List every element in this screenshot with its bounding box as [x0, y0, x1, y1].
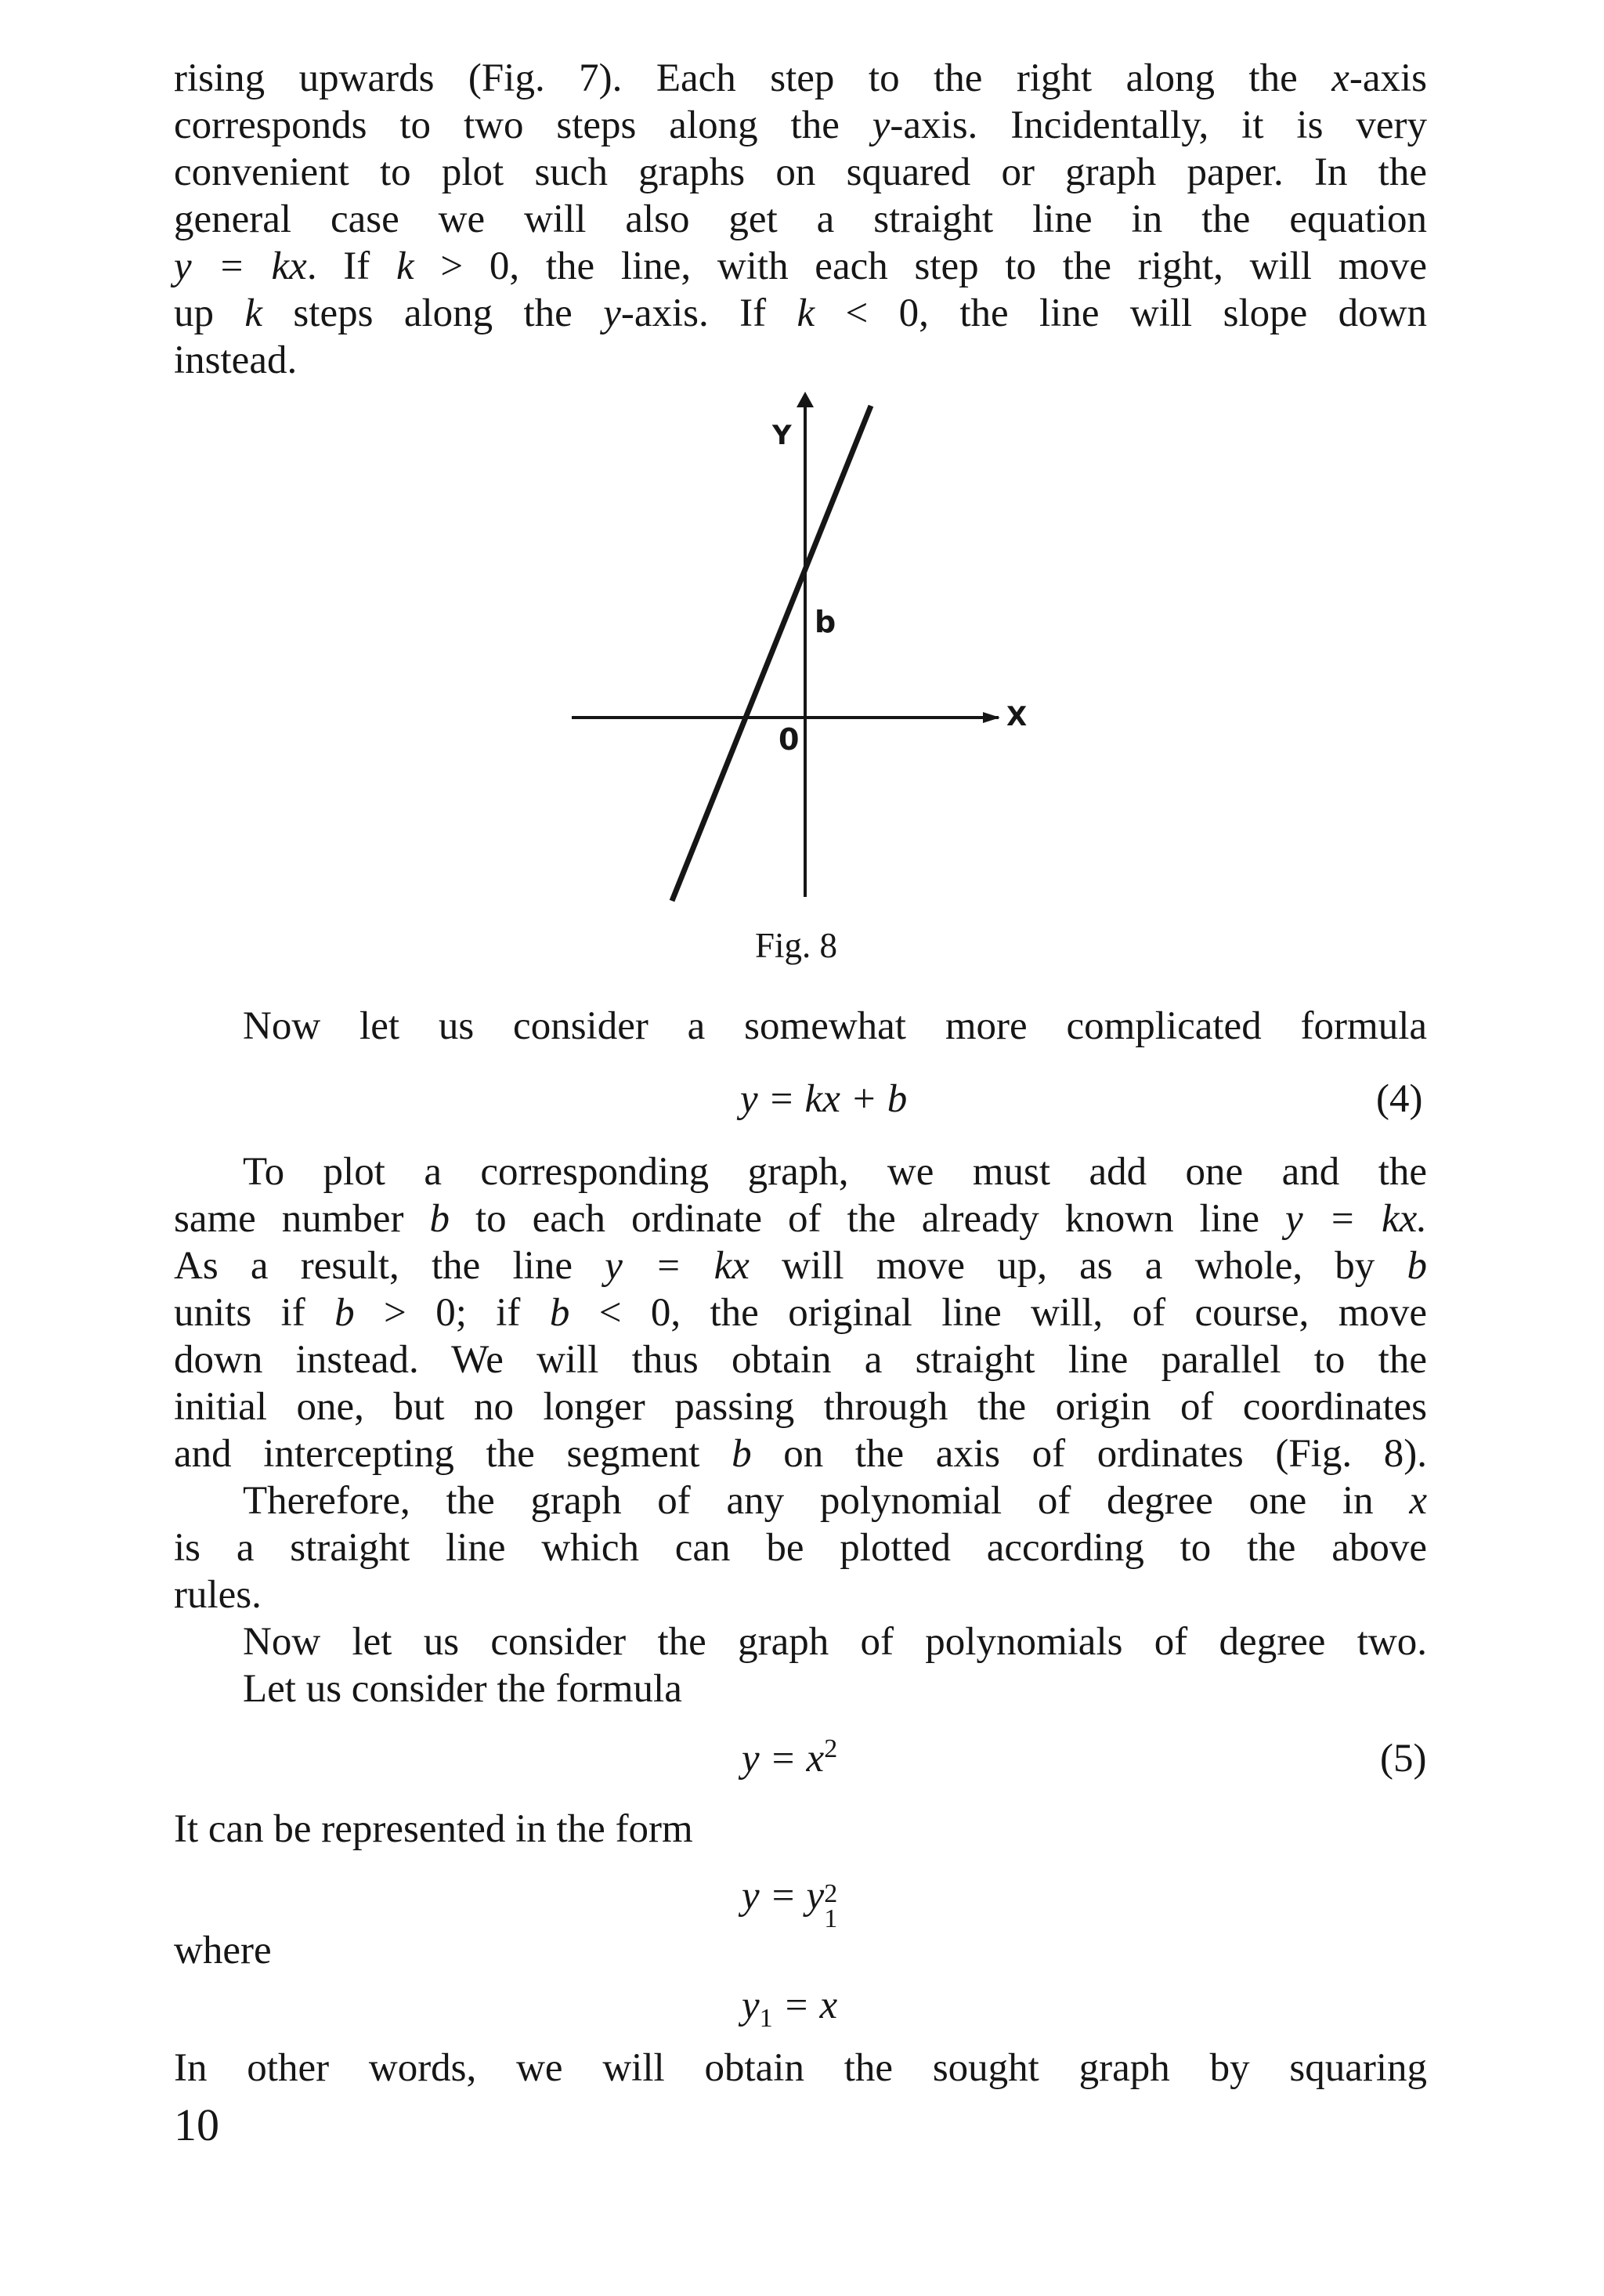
text-line: As a result, the line y = kx will move up, as a whole, by b	[174, 1244, 1427, 1288]
figure-caption: Fig. 8	[755, 926, 838, 965]
text-line: and intercepting the segment b on the axis of ordinates (Fig. 8).	[174, 1432, 1427, 1476]
text-line: rules.	[174, 1573, 262, 1617]
paragraph-shift-line	[174, 1148, 1427, 1477]
text-line: Now let us consider a somewhat more complicated formula	[243, 1004, 1427, 1048]
text-line: units if b > 0; if b < 0, the original line will, of course, move	[174, 1291, 1428, 1335]
text-line: Therefore, the graph of any polynomial of degree one in x	[243, 1479, 1427, 1523]
equation-4: y = kx + b	[740, 1077, 908, 1121]
text-line: Let us consider the formula	[243, 1667, 682, 1711]
y-axis-label: Y	[772, 420, 792, 451]
text-line: instead.	[174, 338, 298, 382]
equation-4-number: (4)	[1376, 1077, 1423, 1121]
text-line: It can be represented in the form	[174, 1807, 693, 1851]
text-line: To plot a corresponding graph, we must add one and the	[243, 1150, 1427, 1194]
x-axis-label: X	[1006, 701, 1028, 732]
graph-drawing	[548, 392, 1057, 924]
paragraph-represented-form	[174, 1806, 1427, 1853]
paragraph-where	[174, 1927, 1427, 1974]
paragraph-squaring	[174, 2045, 1427, 2092]
paragraph-complicated-formula	[174, 1003, 1427, 1050]
equation-5-number: (5)	[1380, 1737, 1427, 1781]
paragraph-polynomial-degree-two	[174, 1618, 1427, 1712]
text-line: is a straight line which can be plotted according to the above	[174, 1526, 1427, 1570]
text-line: up k steps along the y-axis. If k < 0, the line will slope down	[174, 291, 1427, 335]
graph-line-kx-plus-b	[672, 406, 871, 901]
paragraph-linear-slope	[174, 55, 1427, 384]
equation-5: $y = x^2$	[742, 1734, 838, 1781]
text-line: y = kx. If k > 0, the line, with each step to the right, will move	[174, 244, 1428, 288]
text-line: rising upwards (Fig. 7). Each step to the right along the x-axis	[174, 56, 1427, 100]
page-number: 10	[174, 2099, 219, 2150]
text-line: down instead. We will thus obtain a straight line parallel to the	[174, 1338, 1427, 1382]
paragraph-polynomial-degree-one	[174, 1477, 1427, 1618]
text-line: where	[174, 1929, 272, 1972]
text-line: Now let us consider the graph of polynomials of degree two.	[243, 1620, 1427, 1664]
text-line: In other words, we will obtain the sought graph by squaring	[174, 2046, 1427, 2090]
intercept-b-label: b	[815, 605, 836, 639]
figure-8-line-graph	[548, 392, 1057, 924]
origin-label: 0	[779, 722, 800, 757]
text-line: initial one, but no longer passing through the origin of coordinates	[174, 1385, 1427, 1429]
equation-y1-equals-x: $y_1 = x$	[742, 1983, 838, 2034]
text-line: same number b to each ordinate of the already known line y = kx.	[174, 1197, 1427, 1241]
text-line: corresponds to two steps along the y-axis. Incidentally, it is very	[174, 103, 1427, 147]
equation-y-equals-y1-squared: y = y 2 1	[742, 1874, 838, 1933]
text-line: general case we will also get a straight line in the equation	[174, 197, 1427, 241]
text-line: convenient to plot such graphs on squared or graph paper. In the	[174, 150, 1427, 194]
